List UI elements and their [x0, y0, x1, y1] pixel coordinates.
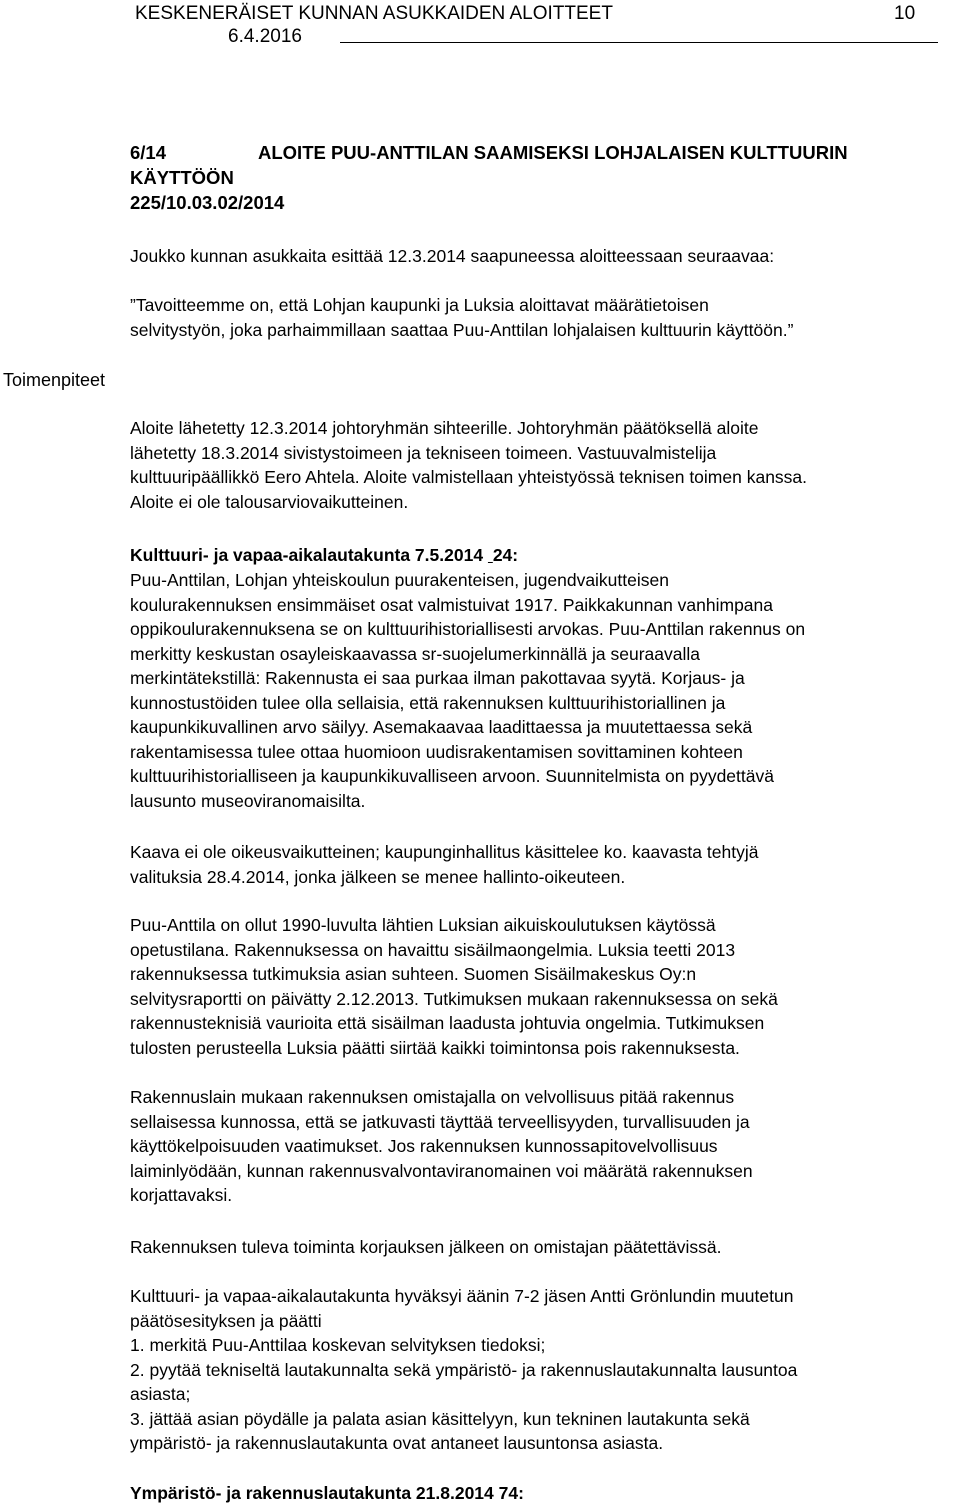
paragraph-line: 3. jättää asian pöydälle ja palata asian käsittelyyn, kun tekninen lautakunta sekä	[130, 1408, 750, 1429]
intro-paragraph	[130, 244, 930, 269]
paragraph-line: Rakennuslain mukaan rakennuksen omistajalla on velvollisuus pitää rakennus	[130, 1087, 735, 1107]
actions-paragraph	[130, 416, 930, 514]
header-date: 6.4.2016	[228, 26, 302, 47]
paragraph-line: kunnostustöiden tulee olla sellaisia, että rakennuksen kulttuurihistoriallinen ja	[130, 692, 726, 713]
quote-line: selvitystyön, joka parhaimmillaan saattaa Puu-Anttilan lohjalaisen kulttuurin käyttöön.”	[130, 319, 794, 340]
paragraph-2	[130, 840, 930, 889]
paragraph-line: päätösesityksen ja päätti	[130, 1310, 322, 1331]
header-title: KESKENERÄISET KUNNAN ASUKKAIDEN ALOITTEET	[135, 3, 613, 24]
paragraph-line: rakennusteknisiä vaurioita että sisäilman laadusta johtuvia ongelmia. Tutkimuksen	[130, 1013, 765, 1033]
paragraph-line: käyttökelpoisuuden vaatimukset. Jos rakennuksen kunnossapitovelvollisuus	[130, 1136, 718, 1156]
header-rule	[340, 42, 938, 43]
actions-line: lähetetty 18.3.2014 sivistystoimeen ja tekniseen toimeen. Vastuuvalmistelija	[130, 442, 717, 463]
actions-line: Aloite ei ole talousarviovaikutteinen.	[130, 491, 409, 512]
paragraph-line: lausunto museoviranomaisilta.	[130, 790, 366, 811]
paragraph-line: selvitysraportti on päivätty 2.12.2013. Tutkimuksen mukaan rakennuksessa on sekä	[130, 988, 778, 1009]
paragraph-line: 2. pyytää tekniseltä lautakunnalta sekä ympäristö- ja rakennuslautakunnalta lausuntoa	[130, 1359, 798, 1380]
paragraph-line: tulosten perusteella Luksia päätti siirtää kaikki toimintonsa pois rakennuksesta.	[130, 1037, 740, 1058]
paragraph-line: ympäristö- ja rakennuslautakunta ovat antaneet lausuntonsa asiasta.	[130, 1433, 664, 1453]
item-title-line1: ALOITE PUU-ANTTILAN SAAMISEKSI LOHJALAISEN KULTTUURIN	[258, 142, 848, 163]
paragraph-line: Kulttuuri- ja vapaa-aikalautakunta hyväksyi äänin 7-2 jäsen Antti Grönlundin muutetun	[130, 1286, 794, 1306]
quote-line: ”Tavoitteemme on, että Lohjan kaupunki ja Luksia aloittavat määrätietoisen	[130, 295, 709, 315]
paragraph-line: 1. merkitä Puu-Anttilaa koskevan selvityksen tiedoksi;	[130, 1335, 546, 1355]
paragraph-line: valituksia 28.4.2014, jonka jälkeen se menee hallinto-oikeuteen.	[130, 866, 626, 887]
committee-section-number: 24:	[492, 545, 519, 565]
paragraph-line: laiminlyödään, kunnan rakennusvalvontaviranomainen voi määrätä rakennuksen	[130, 1160, 753, 1181]
paragraph-line: koulurakennuksen ensimmäiset osat valmistuivat 1917. Paikkakunnan vanhimpana	[130, 594, 774, 615]
paragraph-line: opetustilana. Rakennuksessa on havaittu sisäilmaongelmia. Luksia teetti 2013	[130, 939, 736, 960]
paragraph-line: asiasta;	[130, 1384, 191, 1404]
actions-line: Aloite lähetetty 12.3.2014 johtoryhmän sihteerille. Johtoryhmän päätöksellä aloite	[130, 418, 759, 438]
paragraph-line: kaupunkikuvallinen arvo säilyy. Asemakaavaa laadittaessa ja muutettaessa sekä	[130, 717, 753, 737]
paragraph-line: korjattavaksi.	[130, 1185, 233, 1205]
committee-heading-text: Kulttuuri- ja vapaa-aikalautakunta 7.5.2014	[130, 545, 484, 565]
quote-paragraph	[130, 293, 930, 342]
paragraph-line: Rakennuksen tuleva toiminta korjauksen jälkeen on omistajan päätettävissä.	[130, 1237, 722, 1257]
sidebar-label-toimenpiteet: Toimenpiteet	[3, 370, 106, 390]
paragraph-line: Kaava ei ole oikeusvaikutteinen; kaupunginhallitus käsittelee ko. kaavasta tehtyjä	[130, 842, 759, 862]
paragraph-6	[130, 1284, 930, 1456]
footer-heading-text: Ympäristö- ja rakennuslautakunta 21.8.2014 74:	[130, 1483, 524, 1503]
paragraph-line: rakentamisessa tulee ottaa huomioon uudisrakentamisen sovittaminen kohteen	[130, 741, 743, 762]
paragraph-line: oppikoulurakennuksena se on kulttuurihistoriallisesti arvokas. Puu-Anttilan rakennus on	[130, 619, 806, 639]
paragraph-5	[130, 1235, 930, 1260]
paragraph-line: merkitty keskustan osayleiskaavassa sr-suojelumerkinnällä ja seuraavalla	[130, 643, 700, 664]
paragraph-3	[130, 913, 930, 1060]
paragraph-line: kulttuurihistorialliseen ja kaupunkikuvalliseen arvoon. Suunnitelmista on pyydettävä	[130, 766, 774, 786]
actions-line: kulttuuripäällikkö Eero Ahtela. Aloite valmistellaan yhteistyössä teknisen toimen kanssa.	[130, 467, 808, 487]
item-number: 6/14	[130, 142, 167, 163]
paragraph-line: rakennuksessa tutkimuksia asian suhteen. Suomen Sisäilmakeskus Oy:n	[130, 964, 697, 984]
committee-heading	[130, 543, 930, 568]
paragraph-line: sellaisessa kunnossa, että se jatkuvasti täyttää terveellisyyden, turvallisuuden ja	[130, 1111, 750, 1132]
item-title-line2: KÄYTTÖÖN	[130, 167, 234, 188]
page-number: 10	[894, 3, 916, 24]
paragraph-4	[130, 1085, 930, 1208]
footer-heading	[130, 1481, 930, 1506]
paragraph-line: merkintätekstillä: Rakennusta ei saa purkaa ilman pakottavaa syytä. Korjaus- ja	[130, 668, 745, 688]
intro-line: Joukko kunnan asukkaita esittää 12.3.2014 saapuneessa aloitteessaan seuraavaa:	[130, 246, 775, 266]
record-id: 225/10.03.02/2014	[130, 192, 285, 213]
paragraph-1	[130, 568, 930, 813]
paragraph-line: Puu-Anttila on ollut 1990-luvulta lähtien Luksian aikuiskoulutuksen käytössä	[130, 915, 716, 935]
paragraph-line: Puu-Anttilan, Lohjan yhteiskoulun puurakenteisen, jugendvaikutteisen	[130, 570, 669, 590]
